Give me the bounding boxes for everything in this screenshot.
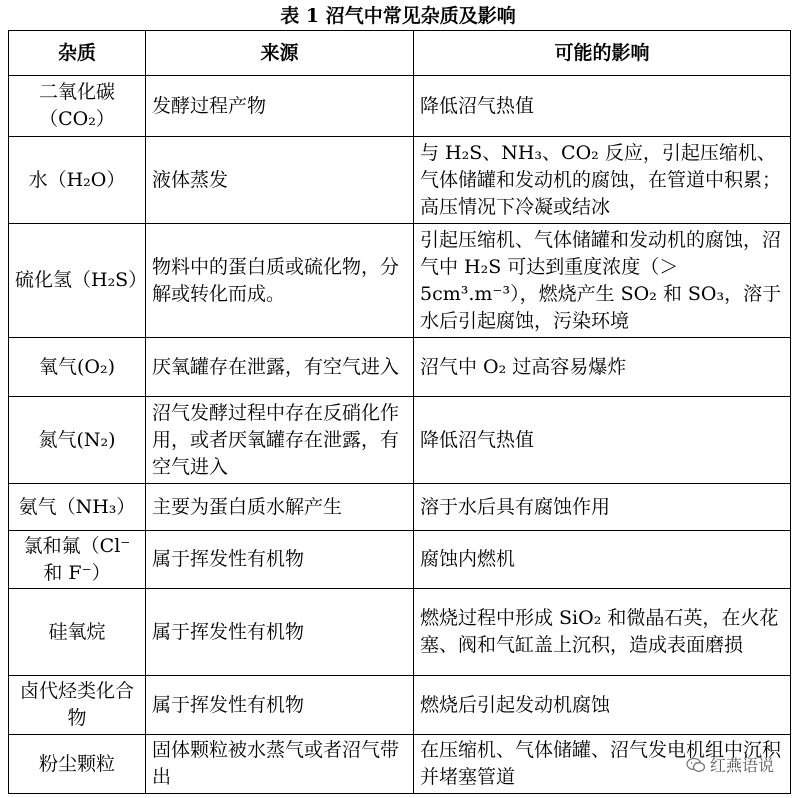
source-cell: 固体颗粒被水蒸气或者沼气带出 <box>146 735 414 794</box>
table-row <box>9 224 791 338</box>
impurity-cell: 水（H₂O） <box>9 137 146 224</box>
table-row <box>9 676 791 735</box>
effect-cell: 降低沼气热值 <box>414 397 791 484</box>
effect-cell: 燃烧过程中形成 SiO₂ 和微晶石英，在火花塞、阀和气缸盖上沉积，造成表面磨损 <box>414 589 791 676</box>
effect-cell: 腐蚀内燃机 <box>414 531 791 589</box>
source-cell: 液体蒸发 <box>146 137 414 224</box>
table-row <box>9 137 791 224</box>
effect-cell: 溶于水后具有腐蚀作用 <box>414 484 791 531</box>
header-impurity: 杂质 <box>9 31 146 76</box>
table-row <box>9 589 791 676</box>
source-cell: 沼气发酵过程中存在反硝化作用，或者厌氧罐存在泄露，有空气进入 <box>146 397 414 484</box>
impurity-cell: 氮气(N₂) <box>9 397 146 484</box>
effect-cell: 引起压缩机、气体储罐和发动机的腐蚀，沼气中 H₂S 可达到重度浓度（＞5cm³.m⁻³），燃烧产生 SO₂ 和 SO₃，溶于水后引起腐蚀，污染环境 <box>414 224 791 338</box>
effect-cell: 降低沼气热值 <box>414 76 791 137</box>
header-source: 来源 <box>146 31 414 76</box>
impurity-cell: 氧气(O₂) <box>9 338 146 397</box>
impurities-table <box>8 30 791 794</box>
effect-cell: 与 H₂S、NH₃、CO₂ 反应，引起压缩机、气体储罐和发动机的腐蚀，在管道中积累；高压情况下冷凝或结冰 <box>414 137 791 224</box>
impurity-cell: 粉尘颗粒 <box>9 735 146 794</box>
table-row <box>9 484 791 531</box>
table-title: 表 1 沼气中常见杂质及影响 <box>280 5 516 27</box>
table-row <box>9 735 791 794</box>
wechat-icon <box>686 757 706 773</box>
impurity-cell: 硅氧烷 <box>9 589 146 676</box>
effect-cell: 在压缩机、气体储罐、沼气发电机组中沉积并堵塞管道 <box>414 735 791 794</box>
source-cell: 发酵过程产物 <box>146 76 414 137</box>
effect-cell: 燃烧后引起发动机腐蚀 <box>414 676 791 735</box>
table-row <box>9 338 791 397</box>
table-row <box>9 531 791 589</box>
table-header-row <box>9 31 791 76</box>
source-cell: 厌氧罐存在泄露，有空气进入 <box>146 338 414 397</box>
impurity-cell: 卤代烃类化合物 <box>9 676 146 735</box>
watermark <box>686 753 774 776</box>
impurity-cell: 硫化氢（H₂S） <box>9 224 146 338</box>
impurity-cell: 氨气（NH₃） <box>9 484 146 531</box>
table-row <box>9 76 791 137</box>
table-row <box>9 397 791 484</box>
effect-cell: 沼气中 O₂ 过高容易爆炸 <box>414 338 791 397</box>
source-cell: 主要为蛋白质水解产生 <box>146 484 414 531</box>
watermark-text: 红燕语说 <box>709 756 774 775</box>
impurity-cell: 氯和氟（Cl⁻和 F⁻） <box>9 531 146 589</box>
impurity-cell: 二氧化碳（CO₂） <box>9 76 146 137</box>
header-effect: 可能的影响 <box>414 31 791 76</box>
source-cell: 物料中的蛋白质或硫化物，分解或转化而成。 <box>146 224 414 338</box>
source-cell: 属于挥发性有机物 <box>146 589 414 676</box>
source-cell: 属于挥发性有机物 <box>146 676 414 735</box>
source-cell: 属于挥发性有机物 <box>146 531 414 589</box>
